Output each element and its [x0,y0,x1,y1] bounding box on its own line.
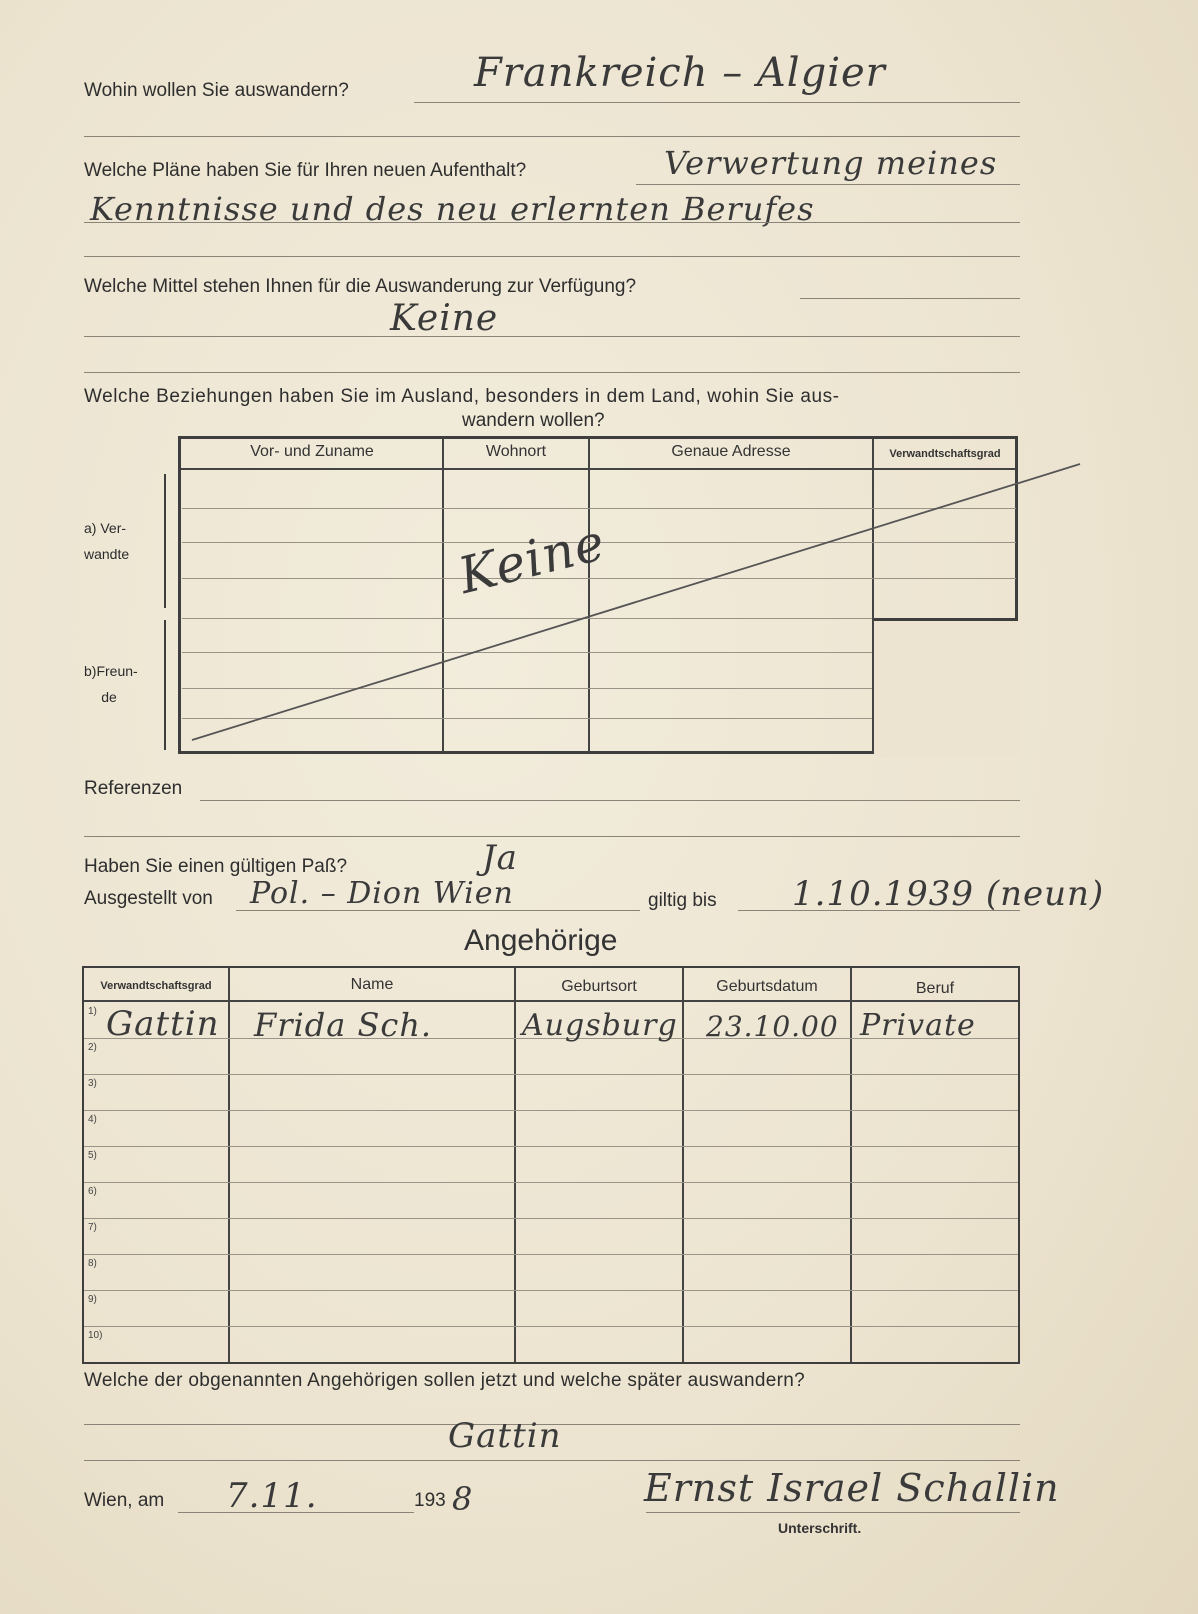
relative-row-line [84,1182,1018,1183]
relations-header-name: Vor- und Zuname [250,443,374,460]
relative-row-line [84,1146,1018,1147]
table-header-rule [84,1000,1018,1002]
question-which-label: Welche der obgenannten Angehörigen sollen jetzt und welche später auswandern? [84,1370,805,1391]
signature-label: Unterschrift. [778,1520,862,1536]
passport-answer: Ja [482,838,518,878]
table-col-divider [228,968,230,1362]
relatives-title: Angehörige [464,924,618,957]
answer-plans-line1: Verwertung meines [664,144,998,182]
table-col-divider [850,968,852,1362]
relatives-header-birthdate: Geburtsdatum [716,978,818,995]
passport-question-label: Haben Sie einen gültigen Paß? [84,856,348,877]
answer-plans-line2: Kenntnisse und des neu erlernten Berufes [90,190,815,228]
answer-means: Keine [390,298,499,339]
answer-emigrate: Frankreich – Algier [474,50,886,96]
relative-row-number: 6) [88,1186,97,1197]
question-plans-label: Welche Pläne haben Sie für Ihren neuen Aufenthalt? [84,160,527,181]
date-value: 7.11. [226,1476,318,1516]
answer-line [200,800,1020,801]
relative-1-name: Frida Sch. [254,1006,433,1044]
relative-1-birthplace: Augsburg [522,1008,678,1043]
question-relations-label-2: wandern wollen? [462,410,605,431]
relative-row-number: 8) [88,1258,97,1269]
relative-1-birthdate: 23.10.00 [706,1010,839,1043]
relative-row-number: 1) [88,1006,97,1017]
table-col-divider [514,968,516,1362]
relative-row-number: 7) [88,1222,97,1233]
relations-header-relationship: Verwandtschaftsgrad [889,448,1001,460]
place-label: Wien, am [84,1490,165,1511]
relative-1-relation: Gattin [106,1004,220,1044]
relatives-header-name: Name [350,976,394,993]
relative-row-line [84,1290,1018,1291]
relative-row-number: 10) [88,1330,103,1341]
relatives-header-profession: Beruf [915,980,955,997]
passport-valid-value: 1.10.1939 (neun) [792,874,1105,914]
relations-header-address: Genaue Adresse [671,443,791,460]
question-means-label: Welche Mittel stehen Ihnen für die Auswanderung zur Verfügung? [84,276,637,297]
relative-row-line [84,1254,1018,1255]
relatives-header-birthplace: Geburtsort [561,978,637,995]
relative-row-number: 4) [88,1114,97,1125]
signature-line [646,1512,1020,1513]
passport-issued-value: Pol. – Dion Wien [250,876,514,911]
relations-header-residence: Wohnort [485,443,547,460]
group-relatives-label: a) Ver- wandte [84,520,130,562]
relative-row-line [84,1110,1018,1111]
relative-1-profession: Private [860,1008,976,1043]
relative-row-number: 9) [88,1294,97,1305]
references-label: Referenzen [84,778,183,799]
answer-line [84,836,1020,837]
year-digit: 8 [452,1480,474,1518]
signature: Ernst Israel Schallin [644,1466,1060,1510]
passport-valid-label: giltig bis [648,890,717,911]
group-friends-label: b)Freun- de [84,663,138,705]
relative-row-line [84,1326,1018,1327]
passport-issued-label: Ausgestellt von [84,888,213,909]
answer-which: Gattin [448,1416,562,1456]
relative-row-number: 5) [88,1150,97,1161]
relative-row-number: 2) [88,1042,97,1053]
question-emigrate-label: Wohin wollen Sie auswandern? [84,80,349,101]
relations-answer: Keine [452,512,611,606]
relative-row-line [84,1218,1018,1219]
relatives-header-relationship: Verwandtschaftsgrad [100,980,212,992]
relative-row-line [84,1074,1018,1075]
answer-line [84,1460,1020,1461]
question-relations-label-1: Welche Beziehungen haben Sie im Ausland, besonders in dem Land, wohin Sie aus- [84,386,840,407]
table-col-divider [682,968,684,1362]
year-prefix: 193 [414,1490,446,1511]
relative-row-number: 3) [88,1078,97,1089]
